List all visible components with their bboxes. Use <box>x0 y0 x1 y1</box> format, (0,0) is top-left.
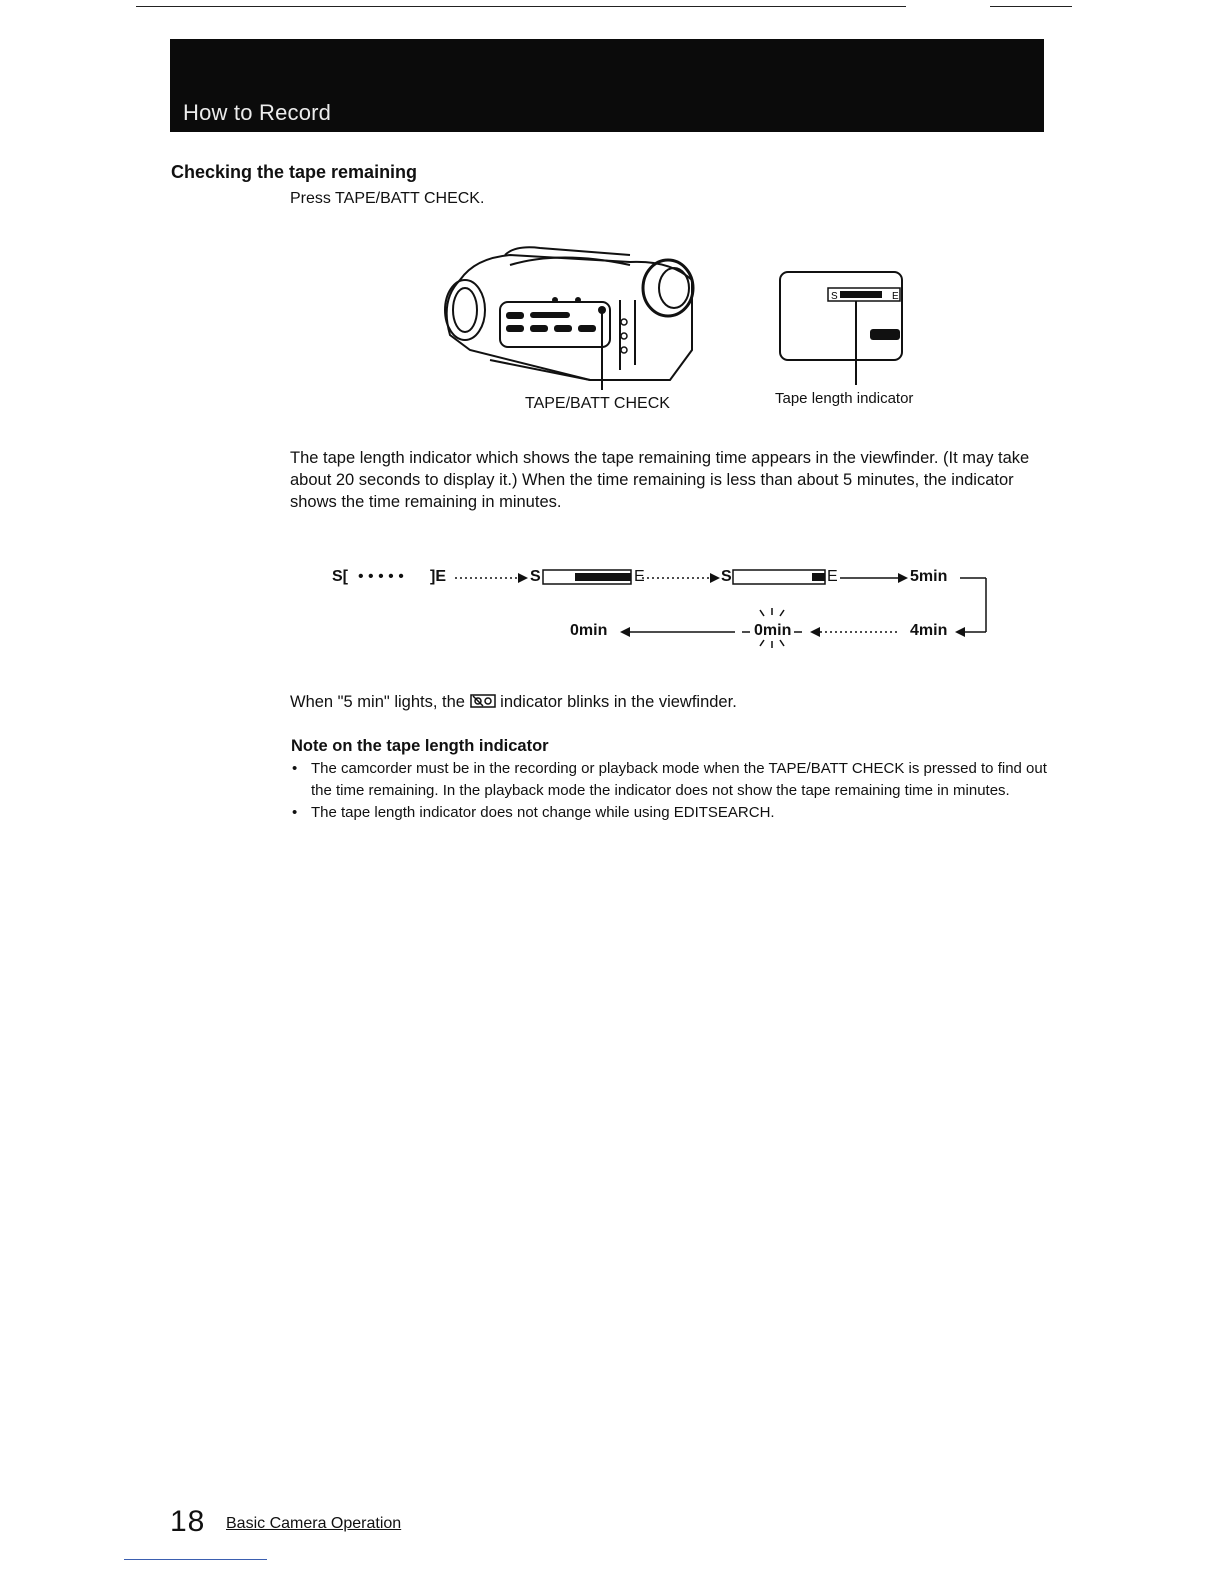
note-bullet-2: The tape length indicator does not change while using EDITSEARCH. <box>311 804 775 821</box>
five-min-note-before: When "5 min" lights, the <box>290 693 465 711</box>
bullet-dot-icon: • <box>292 760 298 777</box>
camcorder-illustration <box>430 240 930 400</box>
banner-title: How to Record <box>183 100 332 125</box>
viewfinder-s-label: S <box>831 291 838 302</box>
cassette-warning-icon <box>470 693 496 709</box>
seq-start-e: ]E <box>430 568 446 585</box>
section-heading: Checking the tape remaining <box>171 162 418 182</box>
tape-length-indicator-caption: Tape length indicator <box>775 390 914 407</box>
seq-bar2-e: E <box>634 568 645 585</box>
top-rule-left <box>136 6 906 7</box>
section-banner <box>170 39 1044 132</box>
footer-section-name: Basic Camera Operation <box>226 1515 402 1532</box>
list-item <box>291 758 1051 802</box>
seq-0min: 0min <box>570 622 608 639</box>
tape-indicator-sequence <box>320 560 1020 660</box>
bullet-dot-icon: • <box>292 804 298 821</box>
seq-4min: 4min <box>910 622 948 639</box>
seq-5min: 5min <box>910 568 948 585</box>
body-paragraph: The tape length indicator which shows the tape remaining time appears in the viewfinder. (It may take about 20 seconds to display it.) When the time remaining is less than about 5 minutes, the indicator shows the time remaining in minutes. <box>290 449 1030 511</box>
instruction-text: Press TAPE/BATT CHECK. <box>290 190 485 207</box>
five-min-note-after: indicator blinks in the viewfinder. <box>500 693 737 711</box>
seq-start-s: S[ <box>332 568 348 585</box>
seq-bar3-s: S <box>721 568 732 585</box>
note-bullet-1: The camcorder must be in the recording or playback mode when the TAPE/BATT CHECK is pressed to find out the time remaining. In the playback mode the indicator does not show the tape remaining time in minutes. <box>311 760 1047 799</box>
page-number: 18 <box>170 1505 206 1538</box>
bottom-rule <box>124 1559 267 1560</box>
viewfinder-e-label: E <box>892 291 899 302</box>
top-rule-right <box>990 6 1072 7</box>
note-heading: Note on the tape length indicator <box>291 737 549 755</box>
list-item <box>291 802 1051 824</box>
seq-bar3-e: E <box>827 568 838 585</box>
tape-batt-check-caption: TAPE/BATT CHECK <box>525 395 670 412</box>
seq-bar2-s: S <box>530 568 541 585</box>
seq-0min-blinking: 0min <box>754 622 792 639</box>
camcorder-figure <box>430 240 930 405</box>
note-bullet-list <box>291 758 1051 824</box>
seq-start-dots: • • • • • <box>358 568 404 585</box>
five-min-note <box>290 693 737 712</box>
